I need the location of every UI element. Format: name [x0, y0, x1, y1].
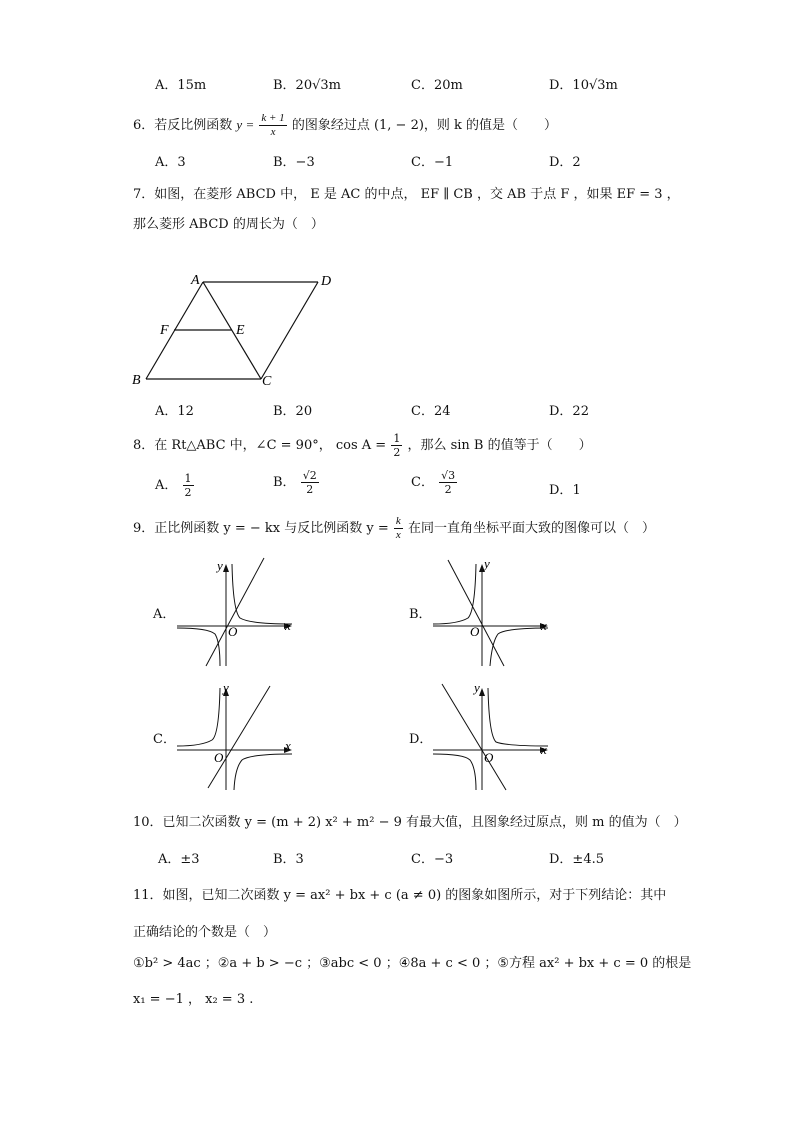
q6-option-b: B．−3	[273, 155, 315, 170]
q7-option-a: A．12	[155, 404, 194, 419]
q8-option-c-frac	[439, 470, 457, 495]
q9-stem-before: 9．正比例函数 y = − kx 与反比例函数 y =	[133, 521, 389, 536]
q11-line4: x₁ = −1 ， x₂ = 3 .	[133, 992, 254, 1007]
label-d: D	[321, 274, 332, 289]
graph-a-x-label: x	[285, 618, 291, 633]
graph-c-label: C．	[153, 732, 176, 747]
q10-stem: 10．已知二次函数 y = (m + 2) x² + m² − 9 有最大值，且图象经过原点，则 m 的值为（ ）	[133, 815, 687, 830]
q6-option-d: D．2	[549, 155, 581, 170]
q8-frac-num: 1	[393, 432, 401, 445]
q7-option-b: B．20	[273, 404, 313, 419]
q8-option-b-letter: B．	[273, 475, 296, 490]
q6-stem-before: 6．若反比例函数	[133, 118, 233, 133]
graph-c-x-label: x	[285, 738, 291, 753]
q8-option-a-frac	[183, 473, 194, 498]
q8-stem-before: 8．在 Rt△ABC 中，∠C = 90°， cos A =	[133, 438, 387, 453]
q8-c-num: √3	[441, 469, 456, 482]
graph-b-x-label: x	[541, 618, 547, 633]
q9-stem-after: 在同一直角坐标平面大致的图像可以（ ）	[407, 521, 655, 536]
q11-line2: 正确结论的个数是（ ）	[133, 925, 277, 940]
q8-b-num: √2	[302, 469, 317, 482]
q5-option-b: B．20√3m	[273, 78, 341, 93]
graph-d-y-label: y	[474, 680, 480, 695]
graph-d-x-label: x	[541, 742, 547, 757]
graph-d	[428, 680, 554, 792]
q6-formula-lhs: y =	[236, 117, 255, 132]
q8-option-d	[549, 479, 581, 498]
q8-d-value: 1	[572, 483, 581, 498]
q8-option-d-letter: D．	[549, 483, 573, 498]
q8-option-b	[273, 470, 320, 495]
graph-a-y-label: y	[217, 558, 223, 573]
q8-stem	[133, 433, 592, 458]
q6-stem-after: 的图象经过点 (1, − 2)，则 k 的值是（ ）	[291, 118, 558, 133]
q8-option-c	[411, 470, 458, 495]
q6-option-c: C．−1	[411, 155, 454, 170]
graph-a-origin: O	[228, 624, 238, 639]
q8-frac-den: 2	[393, 446, 401, 459]
q8-a-num: 1	[184, 472, 192, 485]
q9-fraction	[394, 516, 403, 541]
graph-a	[172, 556, 298, 668]
q8-option-b-frac	[301, 470, 319, 495]
q6-stem	[133, 113, 557, 138]
rhombus-figure	[128, 268, 348, 390]
q8-stem-after: ，那么 sin B 的值等于（ ）	[407, 438, 592, 453]
q11-line1: 11．如图，已知二次函数 y = ax² + bx + c (a ≠ 0) 的图象如图所示，对于下列结论：其中	[133, 888, 667, 903]
label-a: A	[191, 273, 200, 288]
graph-b-y-label: y	[484, 556, 490, 571]
q8-option-c-letter: C．	[411, 475, 434, 490]
q8-option-a	[155, 473, 195, 498]
q7-option-c: C．24	[411, 404, 451, 419]
q9-frac-num: k	[395, 515, 401, 527]
q5-option-c: C．20m	[411, 78, 463, 93]
q5-option-d: D．10√3m	[549, 78, 618, 93]
q6-fraction	[259, 113, 286, 138]
q7-line2: 那么菱形 ABCD 的周长为（ ）	[133, 217, 324, 232]
q7-option-d: D．22	[549, 404, 589, 419]
q6-option-a: A．3	[155, 155, 186, 170]
graph-a-label: A．	[153, 607, 176, 622]
label-e: E	[236, 323, 245, 338]
graph-c	[172, 680, 298, 792]
graph-b-label: B．	[409, 607, 432, 622]
q6-frac-num: k + 1	[261, 112, 285, 124]
q9-stem	[133, 516, 655, 541]
label-b: B	[132, 373, 141, 388]
q10-option-a: A．±3	[158, 852, 200, 867]
q10-option-b: B．3	[273, 852, 304, 867]
label-f: F	[160, 323, 169, 338]
q8-fraction	[391, 433, 402, 458]
graph-d-origin: O	[484, 750, 494, 765]
q6-frac-den: x	[270, 126, 276, 138]
graph-c-y-label: y	[223, 680, 229, 695]
q9-frac-den: x	[395, 529, 401, 541]
q8-c-den: 2	[444, 483, 452, 496]
q10-option-c: C．−3	[411, 852, 454, 867]
graph-c-origin: O	[214, 750, 224, 765]
graph-b-origin: O	[470, 624, 480, 639]
q8-a-den: 2	[184, 486, 192, 499]
q7-line1: 7．如图，在菱形 ABCD 中， E 是 AC 的中点， EF ∥ CB ，交 AB 于点 F ，如果 EF = 3 ，	[133, 187, 680, 202]
q10-option-d: D．±4.5	[549, 852, 604, 867]
q8-b-den: 2	[306, 483, 314, 496]
q8-option-a-letter: A．	[155, 478, 178, 493]
label-c: C	[262, 374, 272, 389]
graph-b	[428, 556, 554, 668]
q11-line3: ①b² > 4ac ；②a + b > −c ；③abc < 0 ；④8a + c < 0 ；⑤方程 ax² + bx + c = 0 的根是	[133, 956, 692, 971]
graph-d-label: D．	[409, 732, 433, 747]
q5-option-a: A．15m	[155, 78, 207, 93]
